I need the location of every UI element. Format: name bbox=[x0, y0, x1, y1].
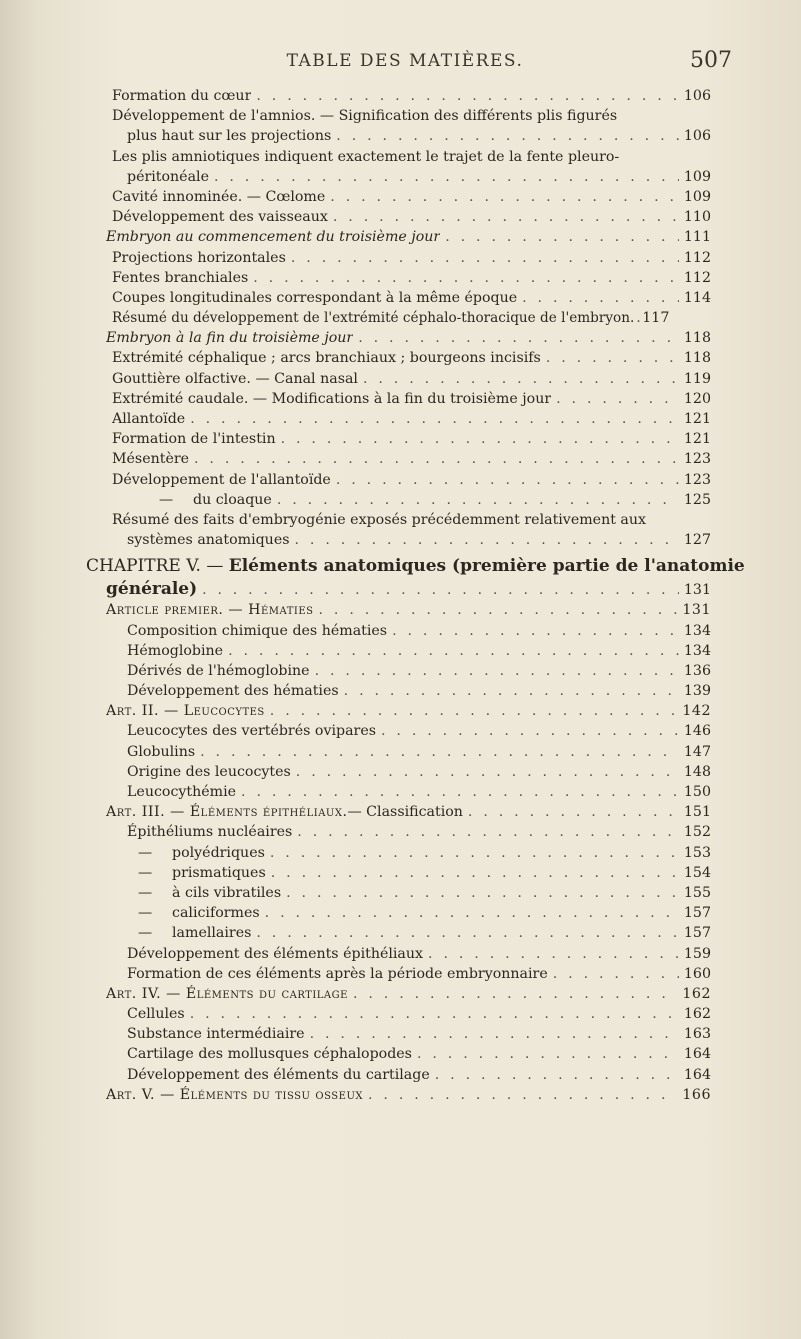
dot-leader bbox=[291, 248, 679, 268]
page-number: 507 bbox=[690, 48, 732, 73]
toc-entry-label: caliciformes bbox=[172, 905, 260, 922]
toc-row bbox=[106, 701, 711, 721]
dot-leader bbox=[190, 1004, 679, 1024]
toc-entry-label: Allantoïde bbox=[112, 411, 186, 427]
toc-row bbox=[106, 187, 711, 207]
dot-leader bbox=[190, 409, 679, 429]
toc-row bbox=[106, 883, 711, 903]
toc-entry-label: Origine des leucocytes bbox=[127, 763, 291, 780]
toc-entry-label: Résumé du développement de l'extrémité céphalo-thoracique de l'embryon. bbox=[112, 310, 635, 327]
dot-leader bbox=[214, 167, 679, 187]
toc-entry-label: Résumé des faits d'embryogénie exposés précédemment relativement aux bbox=[112, 511, 647, 528]
toc-row bbox=[106, 288, 711, 308]
dot-leader bbox=[353, 984, 677, 1004]
dot-leader bbox=[468, 802, 679, 822]
dot-leader bbox=[435, 1065, 679, 1085]
toc-page-number: 123 bbox=[683, 451, 711, 468]
toc-entry-label: Cavité innominée. — Cœlome bbox=[112, 188, 326, 205]
ditto-dash: — bbox=[159, 491, 174, 508]
toc-entry-label: Gouttière olfactive. — Canal nasal bbox=[112, 370, 358, 387]
toc-row bbox=[106, 328, 711, 348]
toc-page-number: 112 bbox=[683, 249, 711, 266]
toc-row bbox=[106, 578, 711, 600]
toc-page-number: 125 bbox=[683, 491, 711, 508]
dot-leader bbox=[333, 207, 679, 227]
ditto-dash: — bbox=[138, 925, 153, 942]
toc-page-number: 147 bbox=[683, 743, 711, 760]
toc-page-number: 159 bbox=[683, 945, 711, 962]
dot-leader bbox=[310, 1024, 679, 1044]
toc-page-number: 106 bbox=[683, 128, 711, 145]
dot-leader bbox=[256, 923, 679, 943]
toc-row bbox=[106, 641, 711, 661]
toc-row bbox=[106, 86, 711, 106]
toc-row bbox=[106, 348, 711, 368]
dot-leader bbox=[358, 328, 679, 348]
toc-row bbox=[106, 308, 711, 328]
toc-page-number: 134 bbox=[683, 622, 711, 639]
toc-row bbox=[106, 268, 711, 288]
toc-entry-label: Fentes branchiales bbox=[112, 269, 249, 286]
toc-section-label: Embryon au commencement du troisième jour bbox=[106, 229, 441, 246]
toc-row bbox=[106, 530, 711, 550]
toc-page-number: 106 bbox=[683, 88, 711, 104]
toc-row bbox=[106, 721, 711, 741]
toc-entry-label: Développement de l'amnios. — Signification des différents plis figurés bbox=[112, 108, 618, 125]
toc-page-number: 142 bbox=[682, 703, 711, 720]
toc-row bbox=[106, 661, 711, 681]
dot-leader bbox=[336, 470, 679, 490]
toc-page-number: 153 bbox=[683, 844, 711, 861]
dot-leader bbox=[297, 822, 679, 842]
ditto-dash: — bbox=[138, 844, 153, 861]
toc-row bbox=[106, 1044, 711, 1064]
dot-leader bbox=[368, 1085, 677, 1105]
table-of-contents bbox=[86, 86, 745, 1105]
toc-entry-label: Mésentère bbox=[112, 451, 190, 468]
toc-row bbox=[106, 802, 711, 822]
toc-row bbox=[106, 449, 711, 469]
toc-article-label: Article premier. — Hématies bbox=[106, 602, 314, 619]
toc-entry-label: du cloaque bbox=[193, 491, 272, 508]
dot-leader bbox=[330, 187, 679, 207]
toc-page-number: 160 bbox=[683, 965, 711, 982]
toc-page-number: 120 bbox=[683, 390, 711, 407]
running-title: TABLE DES MATIÈRES. bbox=[286, 51, 524, 71]
toc-entry-label: Formation de l'intestin bbox=[112, 431, 276, 448]
dot-leader bbox=[445, 227, 679, 247]
toc-row bbox=[106, 1004, 711, 1024]
toc-entry-label: prismatiques bbox=[172, 864, 266, 881]
dot-leader bbox=[315, 661, 679, 681]
toc-row bbox=[106, 1024, 711, 1044]
toc-page-number: 121 bbox=[683, 431, 711, 448]
dot-leader bbox=[281, 429, 679, 449]
dot-leader bbox=[522, 288, 679, 308]
dot-leader bbox=[194, 449, 679, 469]
toc-page-number: 136 bbox=[683, 662, 711, 679]
dot-leader bbox=[277, 490, 679, 510]
toc-entry-label: Cellules bbox=[127, 1006, 185, 1023]
toc-entry-label: Épithéliums nucléaires bbox=[127, 824, 293, 841]
toc-page-number: 134 bbox=[683, 642, 711, 659]
toc-entry-label: Extrémité caudale. — Modifications à la fin du troisième jour bbox=[112, 390, 552, 407]
toc-row bbox=[106, 248, 711, 268]
ditto-dash: — bbox=[138, 905, 153, 922]
toc-row bbox=[106, 903, 711, 923]
toc-row bbox=[106, 167, 711, 187]
toc-page-number: 118 bbox=[683, 350, 711, 367]
dot-leader bbox=[265, 903, 679, 923]
toc-row bbox=[106, 762, 711, 782]
dot-leader bbox=[271, 863, 679, 883]
toc-entry-label: Leucocythémie bbox=[127, 784, 237, 800]
toc-row bbox=[106, 621, 711, 641]
toc-page-number: 110 bbox=[683, 209, 711, 226]
dot-leader bbox=[270, 843, 679, 863]
toc-page-number: 157 bbox=[683, 925, 711, 942]
toc-page-number: 164 bbox=[683, 1046, 711, 1063]
toc-row bbox=[106, 1085, 711, 1105]
toc-page-number: 131 bbox=[682, 602, 711, 619]
ditto-dash: — bbox=[138, 864, 153, 881]
toc-row bbox=[106, 207, 711, 227]
toc-entry-label: Projections horizontales bbox=[112, 249, 286, 266]
toc-entry-continuation: systèmes anatomiques bbox=[127, 532, 290, 549]
toc-article-label: Art. II. — Leucocytes bbox=[106, 703, 265, 720]
dot-leader bbox=[318, 600, 677, 620]
toc-row bbox=[106, 600, 711, 620]
toc-page-number: 139 bbox=[683, 683, 711, 700]
toc-row bbox=[106, 863, 711, 883]
toc-entry-continuation: péritonéale bbox=[127, 168, 209, 185]
dot-leader bbox=[344, 681, 679, 701]
toc-entry-label: Extrémité céphalique ; arcs branchiaux ; bourgeons incisifs bbox=[112, 350, 541, 367]
toc-row bbox=[106, 822, 711, 842]
toc-entry-label: Leucocytes des vertébrés ovipares bbox=[127, 723, 376, 740]
toc-page-number: 164 bbox=[683, 1066, 711, 1083]
toc-entry-label: Formation de ces éléments après la période embryonnaire bbox=[127, 965, 548, 982]
toc-row bbox=[106, 369, 711, 389]
toc-entry-label: lamellaires bbox=[172, 925, 252, 942]
dot-leader bbox=[202, 579, 679, 601]
toc-entry-label: Dérivés de l'hémoglobine bbox=[127, 662, 310, 679]
toc-entry-label: Formation du cœur bbox=[112, 88, 252, 104]
chapter-title: Eléments anatomiques (première partie de l'anatomie bbox=[228, 556, 745, 577]
toc-page-number: 112 bbox=[683, 269, 711, 286]
toc-page-number: 117 bbox=[642, 310, 670, 327]
toc-page-number: 114 bbox=[683, 289, 711, 306]
toc-entry-label: Globulins bbox=[127, 743, 196, 760]
dot-leader bbox=[256, 86, 679, 106]
dot-leader bbox=[253, 268, 679, 288]
toc-page-number: 162 bbox=[682, 985, 711, 1002]
toc-article-label: Art. V. — Éléments du tissu osseux bbox=[106, 1086, 363, 1103]
ditto-dash: — bbox=[138, 884, 153, 901]
dot-leader bbox=[270, 701, 678, 721]
toc-row bbox=[106, 782, 711, 802]
toc-page-number: 109 bbox=[683, 168, 711, 185]
dot-leader bbox=[553, 964, 679, 984]
toc-row bbox=[106, 964, 711, 984]
dot-leader bbox=[556, 389, 679, 409]
toc-entry-label: Substance intermédiaire bbox=[127, 1026, 305, 1043]
toc-article-label: Art. IV. — Éléments du cartilage bbox=[106, 985, 348, 1002]
toc-row bbox=[106, 126, 711, 146]
dot-leader bbox=[336, 126, 679, 146]
toc-entry-label: Cartilage des mollusques céphalopodes bbox=[127, 1046, 412, 1063]
dot-leader bbox=[295, 530, 679, 550]
toc-page-number: 152 bbox=[683, 824, 711, 841]
toc-row bbox=[106, 490, 711, 510]
toc-entry-label: Développement des éléments épithéliaux bbox=[127, 945, 424, 962]
chapter-heading bbox=[86, 554, 745, 578]
toc-entry-label: Développement des vaisseaux bbox=[112, 209, 328, 226]
chapter-prefix: CHAPITRE V. — bbox=[86, 556, 229, 577]
toc-row bbox=[106, 429, 711, 449]
toc-page-number: 146 bbox=[683, 723, 711, 740]
toc-page-number: 109 bbox=[683, 188, 711, 205]
toc-page-number: 119 bbox=[683, 370, 711, 387]
toc-entry-label: Hémoglobine bbox=[127, 642, 224, 659]
dot-leader bbox=[286, 883, 679, 903]
toc-row bbox=[106, 843, 711, 863]
toc-page-number: 127 bbox=[683, 532, 711, 549]
toc-entry-label: Développement de l'allantoïde bbox=[112, 471, 331, 488]
dot-leader bbox=[417, 1044, 679, 1064]
toc-article-sublabel: — Classification bbox=[347, 804, 463, 821]
toc-entry-continuation: plus haut sur les projections bbox=[127, 128, 332, 145]
toc-row bbox=[106, 389, 711, 409]
dot-leader bbox=[228, 641, 679, 661]
toc-row bbox=[106, 923, 711, 943]
dot-leader bbox=[200, 742, 679, 762]
toc-entry-label: Développement des hématies bbox=[127, 683, 339, 700]
dot-leader bbox=[381, 721, 679, 741]
toc-page-number: 162 bbox=[683, 1006, 711, 1023]
dot-leader bbox=[363, 369, 679, 389]
dot-leader bbox=[428, 944, 679, 964]
toc-entry-label: Composition chimique des hématies bbox=[127, 622, 388, 639]
toc-row bbox=[106, 984, 711, 1004]
dot-leader bbox=[296, 762, 679, 782]
toc-page-number: 151 bbox=[683, 804, 711, 821]
toc-section-label: Embryon à la fin du troisième jour bbox=[106, 330, 354, 347]
toc-entry-label: à cils vibratiles bbox=[172, 884, 282, 901]
toc-page-number: 118 bbox=[683, 330, 711, 347]
toc-entry-label: Coupes longitudinales correspondant à la même époque bbox=[112, 289, 518, 306]
toc-entry-label: Développement des éléments du cartilage bbox=[127, 1066, 430, 1083]
toc-page-number: 111 bbox=[683, 229, 711, 246]
toc-page-number: 157 bbox=[683, 905, 711, 922]
toc-page-number: 150 bbox=[683, 784, 711, 800]
page-header bbox=[0, 48, 801, 79]
toc-page-number: 166 bbox=[682, 1086, 711, 1103]
toc-row bbox=[106, 227, 711, 247]
toc-row bbox=[106, 742, 711, 762]
toc-entry-label: polyédriques bbox=[172, 844, 265, 861]
toc-row bbox=[106, 944, 711, 964]
toc-row bbox=[106, 681, 711, 701]
dot-leader bbox=[241, 782, 679, 802]
toc-row bbox=[106, 409, 711, 429]
chapter-title-continuation: générale) bbox=[106, 579, 198, 600]
toc-row bbox=[106, 1065, 711, 1085]
dot-leader bbox=[392, 621, 679, 641]
dot-leader bbox=[546, 348, 679, 368]
toc-page-number: 155 bbox=[683, 884, 711, 901]
toc-page-number: 154 bbox=[683, 864, 711, 881]
toc-page-number: 123 bbox=[683, 471, 711, 488]
toc-page-number: 163 bbox=[683, 1026, 711, 1043]
dot-leader bbox=[636, 308, 640, 328]
toc-article-label: Art. III. — Éléments épithéliaux. bbox=[106, 804, 348, 821]
toc-page-number: 131 bbox=[683, 582, 711, 599]
toc-entry-label: Les plis amniotiques indiquent exactement le trajet de la fente pleuro- bbox=[112, 148, 620, 165]
toc-page-number: 148 bbox=[683, 763, 711, 780]
toc-page-number: 121 bbox=[683, 411, 711, 427]
toc-row bbox=[106, 470, 711, 490]
